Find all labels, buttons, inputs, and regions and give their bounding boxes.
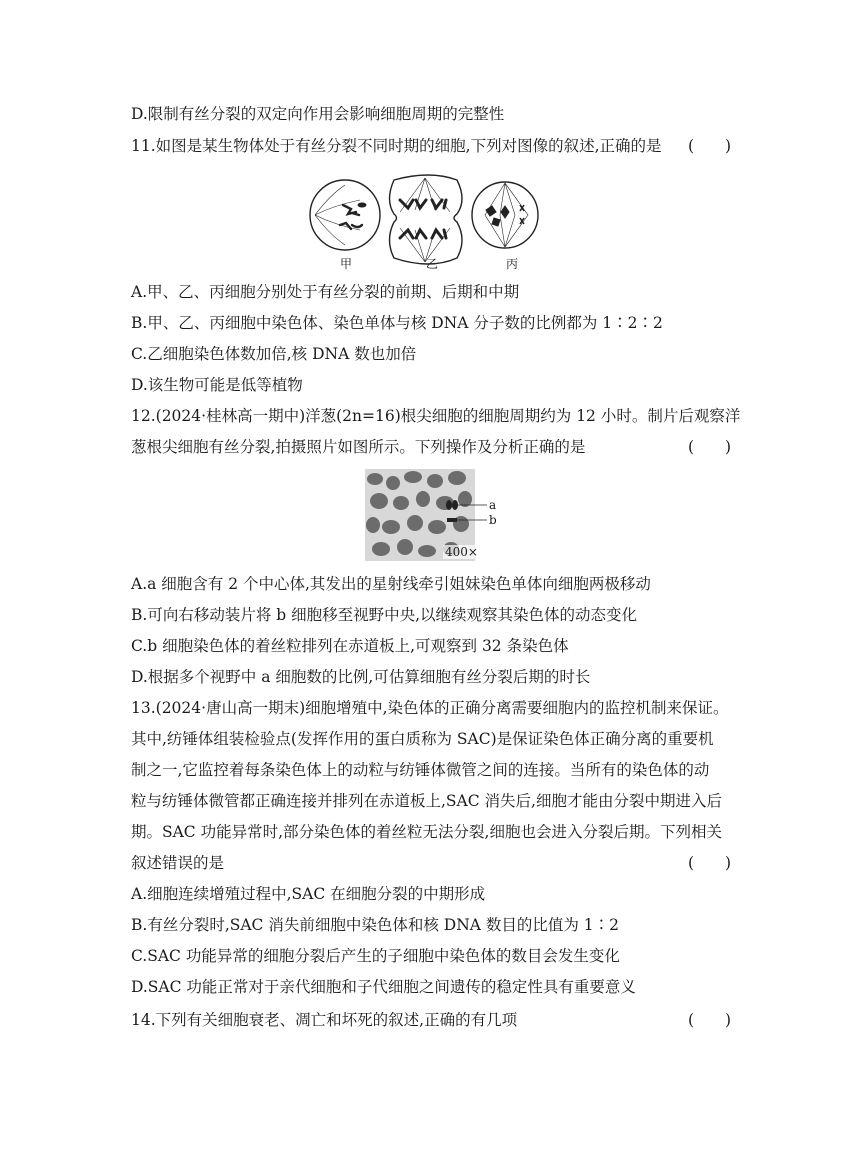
onion-root-micrograph	[365, 469, 505, 561]
text-line: D.限制有丝分裂的双定向作用会影响细胞周期的完整性	[131, 105, 505, 123]
cell-yi	[390, 175, 463, 264]
text-line: 期。SAC 功能异常时,部分染色体的着丝粒无法分裂,细胞也会进入分裂后期。下列相关	[131, 823, 722, 841]
magnification-label: 400×	[445, 545, 478, 559]
mitosis-cells-drawing	[300, 170, 540, 275]
text-line: B.甲、乙、丙细胞中染色体、染色单体与核 DNA 分子数的比例都为 1∶2∶2	[131, 314, 663, 332]
text-line: 12.(2024·桂林高一期中)洋葱(2n=16)根尖细胞的细胞周期约为 12 小时。制片后观察洋	[131, 407, 741, 425]
text-line: 制之一,它监控着每条染色体上的动粒与纺锤体微管之间的连接。当所有的染色体的动	[131, 761, 710, 779]
text-line: 其中,纺锤体组装检验点(发挥作用的蛋白质称为 SAC)是保证染色体正确分离的重要机	[131, 730, 714, 748]
text-line: 葱根尖细胞有丝分裂,拍摄照片如图所示。下列操作及分析正确的是	[131, 438, 586, 456]
text-line: 叙述错误的是	[131, 854, 225, 872]
text-line: 13.(2024·唐山高一期末)细胞增殖中,染色体的正确分离需要细胞内的监控机制来保证。	[131, 699, 729, 717]
text-line: C.b 细胞染色体的着丝粒排列在赤道板上,可观察到 32 条染色体	[131, 637, 569, 655]
answer-bracket: ( )	[688, 137, 732, 155]
text-line: B.有丝分裂时,SAC 消失前细胞中染色体和核 DNA 数目的比值为 1∶2	[131, 916, 620, 934]
cell-jia	[310, 180, 380, 250]
text-line: A.a 细胞含有 2 个中心体,其发出的星射线牵引姐妹染色单体向细胞两极移动	[131, 575, 651, 593]
answer-bracket: ( )	[688, 1011, 732, 1029]
label-bing: 丙	[506, 257, 519, 271]
micrograph-image	[365, 469, 505, 561]
label-jia: 甲	[340, 257, 353, 271]
text-line: D.根据多个视野中 a 细胞数的比例,可估算细胞有丝分裂后期的时长	[131, 668, 591, 686]
text-line: A.细胞连续增殖过程中,SAC 在细胞分裂的中期形成	[131, 885, 486, 903]
text-line: C.SAC 功能异常的细胞分裂后产生的子细胞中染色体的数目会发生变化	[131, 947, 620, 965]
text-line: 14.下列有关细胞衰老、凋亡和坏死的叙述,正确的有几项	[131, 1011, 518, 1029]
cell-bing	[472, 182, 538, 248]
text-line: B.可向右移动装片将 b 细胞移至视野中央,以继续观察其染色体的动态变化	[131, 606, 638, 624]
label-yi: 乙	[426, 257, 439, 271]
text-line: 11.如图是某生物体处于有丝分裂不同时期的细胞,下列对图像的叙述,正确的是	[131, 137, 662, 155]
text-line: 粒与纺锤体微管都正确连接并排列在赤道板上,SAC 消失后,细胞才能由分裂中期进入后	[131, 792, 722, 810]
text-line: C.乙细胞染色体数加倍,核 DNA 数也加倍	[131, 345, 417, 363]
text-line: D.该生物可能是低等植物	[131, 376, 303, 394]
answer-bracket: ( )	[688, 438, 732, 456]
text-line: A.甲、乙、丙细胞分别处于有丝分裂的前期、后期和中期	[131, 283, 520, 301]
label-b: b	[489, 513, 497, 527]
text-line: D.SAC 功能正常对于亲代细胞和子代细胞之间遗传的稳定性具有重要意义	[131, 978, 636, 996]
answer-bracket: ( )	[688, 854, 732, 872]
mitosis-cells-figure	[300, 170, 540, 275]
label-a: a	[489, 498, 497, 512]
